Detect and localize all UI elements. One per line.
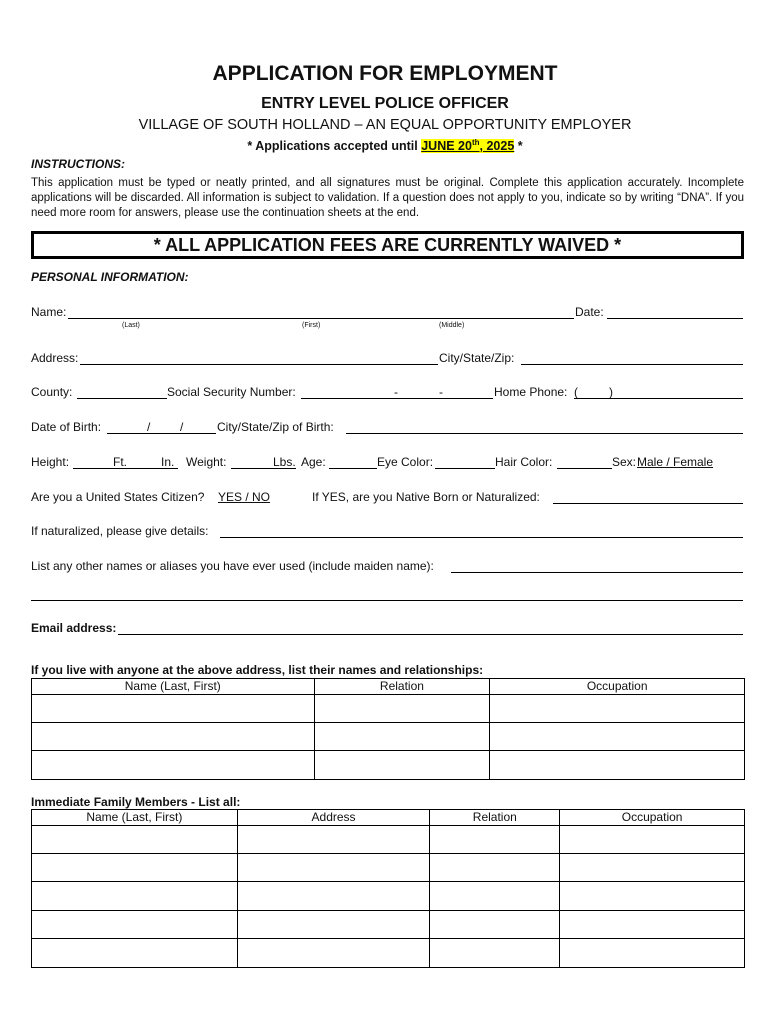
- household-cell[interactable]: [32, 723, 315, 751]
- dob-field[interactable]: [107, 433, 216, 434]
- address-field[interactable]: [80, 364, 438, 365]
- family-cell[interactable]: [560, 882, 745, 911]
- age-field[interactable]: [329, 468, 377, 469]
- home-phone-field[interactable]: [574, 398, 743, 399]
- table-row: [32, 695, 745, 723]
- household-col-occupation: Occupation: [490, 679, 745, 695]
- birth-place-field[interactable]: [346, 433, 743, 434]
- deadline-prefix: * Applications accepted until: [247, 139, 422, 154]
- weight-label: Weight:: [186, 455, 227, 469]
- household-cell[interactable]: [32, 695, 315, 723]
- family-cell[interactable]: [237, 882, 430, 911]
- name-field[interactable]: [68, 318, 574, 319]
- page-title: APPLICATION FOR EMPLOYMENT: [212, 62, 558, 85]
- aliases-field-continued[interactable]: [31, 600, 743, 601]
- aliases-label: List any other names or aliases you have ever used (include maiden name):: [31, 559, 434, 573]
- city-state-zip-label: City/State/Zip:: [439, 351, 515, 365]
- organization-line: VILLAGE OF SOUTH HOLLAND – AN EQUAL OPPORTUNITY EMPLOYER: [138, 117, 632, 133]
- birth-place-label: City/State/Zip of Birth:: [217, 420, 334, 434]
- household-table: [31, 678, 745, 780]
- date-field[interactable]: [607, 318, 743, 319]
- household-cell[interactable]: [490, 695, 745, 723]
- household-header-row: [32, 679, 745, 695]
- deadline-date: [421, 139, 514, 153]
- family-header-row: [32, 810, 745, 826]
- eye-color-field[interactable]: [435, 468, 495, 469]
- household-cell[interactable]: [314, 751, 490, 780]
- family-cell[interactable]: [430, 882, 560, 911]
- family-cell[interactable]: [237, 911, 430, 939]
- inches-unit: In.: [161, 455, 175, 469]
- dob-label: Date of Birth:: [31, 420, 102, 434]
- family-heading: Immediate Family Members - List all:: [31, 795, 241, 809]
- county-label: County:: [31, 385, 73, 399]
- household-cell[interactable]: [490, 751, 745, 780]
- native-born-label: If YES, are you Native Born or Naturalized:: [312, 490, 540, 504]
- family-cell[interactable]: [560, 854, 745, 882]
- date-label: Date:: [575, 305, 604, 319]
- native-born-field[interactable]: [553, 503, 743, 504]
- family-cell[interactable]: [32, 939, 238, 968]
- city-state-zip-field[interactable]: [521, 364, 743, 365]
- deadline-suffix: *: [514, 139, 523, 154]
- height-label: Height:: [31, 455, 70, 469]
- email-field[interactable]: [118, 634, 743, 635]
- household-cell[interactable]: [314, 695, 490, 723]
- naturalized-label: If naturalized, please give details:: [31, 524, 209, 538]
- household-col-relation: Relation: [314, 679, 490, 695]
- aliases-field[interactable]: [451, 572, 743, 573]
- deadline-notice: [0, 138, 770, 153]
- family-cell[interactable]: [430, 939, 560, 968]
- sex-options[interactable]: Male / Female: [637, 455, 714, 469]
- eye-color-label: Eye Color:: [377, 455, 434, 469]
- family-cell[interactable]: [430, 911, 560, 939]
- deadline-suffix-sup: th: [471, 138, 480, 147]
- deadline-day: JUNE 20: [421, 139, 472, 154]
- instructions-heading: INSTRUCTIONS:: [31, 157, 125, 171]
- table-row: [32, 882, 745, 911]
- family-cell[interactable]: [237, 854, 430, 882]
- hair-color-field[interactable]: [557, 468, 612, 469]
- hair-color-label: Hair Color:: [495, 455, 553, 469]
- family-cell[interactable]: [237, 826, 430, 854]
- family-col-address: Address: [237, 810, 430, 826]
- table-row: [32, 939, 745, 968]
- table-row: [32, 751, 745, 780]
- table-row: [32, 911, 745, 939]
- family-col-occupation: Occupation: [560, 810, 745, 826]
- family-table: [31, 809, 745, 968]
- ssn-dash-1: -: [394, 385, 398, 399]
- family-cell[interactable]: [32, 826, 238, 854]
- family-col-name: Name (Last, First): [32, 810, 238, 826]
- address-label: Address:: [31, 351, 79, 365]
- feet-unit: Ft.: [113, 455, 127, 469]
- dob-slash-1: /: [147, 420, 151, 434]
- email-label: Email address:: [31, 621, 117, 635]
- family-cell[interactable]: [560, 911, 745, 939]
- age-label: Age:: [301, 455, 326, 469]
- family-cell[interactable]: [430, 854, 560, 882]
- last-name-hint: (Last): [122, 322, 140, 329]
- family-cell[interactable]: [560, 826, 745, 854]
- household-heading: If you live with anyone at the above address, list their names and relationships:: [31, 663, 484, 677]
- citizen-label: Are you a United States Citizen?: [31, 490, 205, 504]
- ssn-dash-2: -: [439, 385, 443, 399]
- personal-info-heading: PERSONAL INFORMATION:: [31, 270, 189, 284]
- naturalized-field[interactable]: [220, 537, 743, 538]
- table-row: [32, 723, 745, 751]
- dob-slash-2: /: [180, 420, 184, 434]
- page-subtitle: ENTRY LEVEL POLICE OFFICER: [261, 95, 509, 112]
- sex-label: Sex:: [612, 455, 637, 469]
- household-col-name: Name (Last, First): [32, 679, 315, 695]
- family-cell[interactable]: [237, 939, 430, 968]
- family-cell[interactable]: [560, 939, 745, 968]
- middle-name-hint: (Middle): [439, 322, 465, 329]
- area-code-close: ): [609, 385, 613, 399]
- household-cell[interactable]: [32, 751, 315, 780]
- county-field[interactable]: [77, 398, 167, 399]
- table-row: [32, 854, 745, 882]
- pounds-unit: Lbs.: [273, 455, 296, 469]
- area-code-open: (: [574, 385, 578, 399]
- household-cell[interactable]: [314, 723, 490, 751]
- family-cell[interactable]: [32, 882, 238, 911]
- name-label: Name:: [31, 305, 67, 319]
- family-col-relation: Relation: [430, 810, 560, 826]
- fees-waived-banner: * ALL APPLICATION FEES ARE CURRENTLY WAIVED *: [31, 231, 744, 259]
- citizen-options[interactable]: YES / NO: [218, 490, 271, 504]
- table-row: [32, 826, 745, 854]
- ssn-label: Social Security Number:: [167, 385, 296, 399]
- home-phone-label: Home Phone:: [494, 385, 568, 399]
- family-cell[interactable]: [32, 911, 238, 939]
- first-name-hint: (First): [302, 322, 321, 329]
- family-cell[interactable]: [430, 826, 560, 854]
- instructions-text: This application must be typed or neatly printed, and all signatures must be original. Complete this application accurately. Incomplete applications will be discarded. All information is subject to validation. If a question does not apply to you, indicate so by writing “DNA”. If you need more room for answers, please use the continuation sheets at the end.: [31, 177, 744, 219]
- family-cell[interactable]: [32, 854, 238, 882]
- household-cell[interactable]: [490, 723, 745, 751]
- deadline-year: , 2025: [479, 139, 515, 154]
